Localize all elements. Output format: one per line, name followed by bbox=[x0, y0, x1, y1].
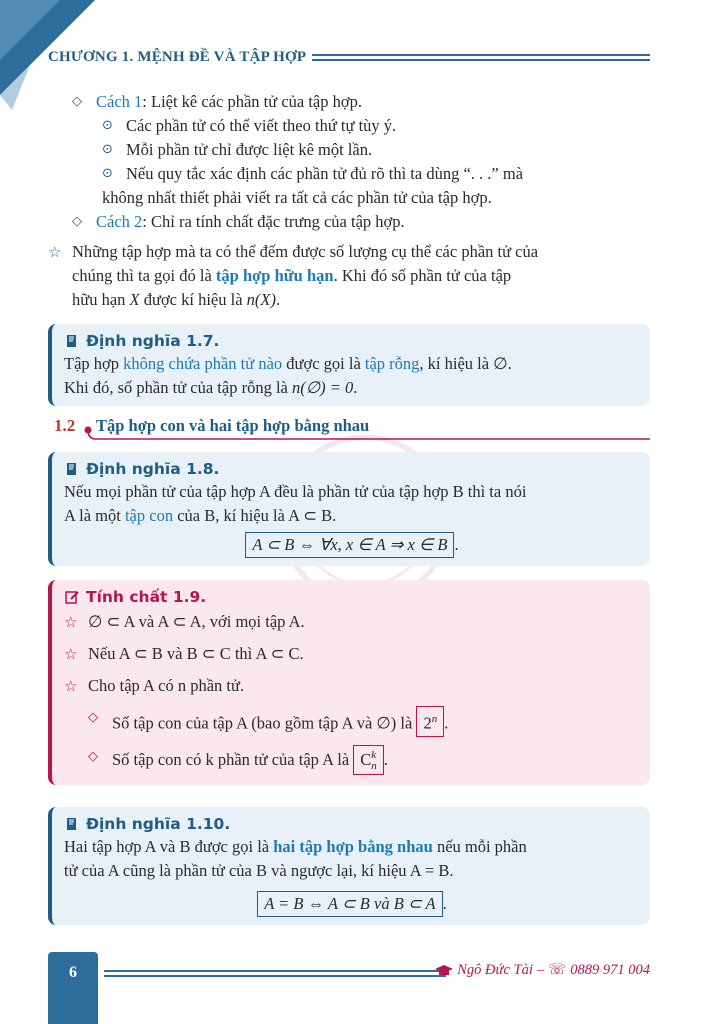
combination-value: C k n bbox=[353, 745, 384, 775]
header-rule bbox=[312, 54, 650, 61]
empty-set-phrase: không chứa phần tử nào bbox=[123, 354, 283, 373]
circle-dot-bullet-icon: ⊙ bbox=[102, 118, 113, 133]
pencil-note-icon bbox=[64, 589, 80, 605]
circle-dot-bullet-icon: ⊙ bbox=[102, 166, 113, 181]
definition-title: Định nghĩa 1.8. bbox=[64, 458, 640, 480]
method-2-label: Cách 2 bbox=[96, 212, 143, 231]
star-bullet-icon: ☆ bbox=[64, 677, 78, 695]
property-item-2: ☆ Nếu A ⊂ B và B ⊂ C thì A ⊂ C. bbox=[64, 642, 640, 666]
footer-rule bbox=[104, 970, 446, 977]
diamond-bullet-icon: ◇ bbox=[88, 748, 98, 764]
property-sub-2: ◇ Số tập con có k phần tử của tập A là C k n . bbox=[88, 745, 640, 775]
property-item-1: ☆ ∅ ⊂ A và A ⊂ A, với mọi tập A. bbox=[64, 610, 640, 634]
graduation-cap-icon bbox=[435, 964, 453, 978]
finite-set-term: tập hợp hữu hạn bbox=[215, 266, 334, 285]
diamond-bullet-icon: ◇ bbox=[72, 214, 82, 229]
page-number: 6 bbox=[69, 964, 77, 981]
method-1-label: Cách 1 bbox=[96, 92, 143, 111]
property-item-3: ☆ Cho tập A có n phần tử. bbox=[64, 674, 640, 698]
subset-formula: A ⊂ B ⇔ ∀x, x ∈ A ⇒ x ∈ B bbox=[245, 532, 454, 558]
subset-count-value: 2$^n$ bbox=[416, 706, 444, 737]
page-content bbox=[48, 90, 650, 925]
chapter-title: CHƯƠNG 1. MỆNH ĐỀ VÀ TẬP HỢP bbox=[48, 48, 307, 65]
definition-title: Định nghĩa 1.7. bbox=[64, 330, 640, 352]
section-number: 1.2 bbox=[54, 416, 76, 435]
footer-author: Ngô Đức Tài – ☏ 0889 971 004 bbox=[435, 962, 650, 979]
definition-title: Định nghĩa 1.10. bbox=[64, 813, 640, 835]
property-title: Tính chất 1.9. bbox=[64, 586, 640, 608]
finite-set-paragraph: ☆ Những tập hợp mà ta có thể đếm được số lượng cụ thể các phần tử của chúng thì ta gọi đó là tập hợp hữu hạn. Khi đó số phần tử của tập hữu hạn X được kí hiệu là n(X). bbox=[48, 242, 539, 309]
circle-dot-bullet-icon: ⊙ bbox=[102, 142, 113, 157]
section-heading bbox=[48, 414, 650, 444]
phone-icon: ☏ bbox=[548, 962, 567, 978]
method-1-sub-3: ⊙ Nếu quy tắc xác định các phần tử đủ rõ thì ta dùng “. . .” mà không nhất thiết phải viết ra tất cả các phần tử của tập hợp. bbox=[102, 164, 524, 207]
definition-1-7-box: Định nghĩa 1.7. Tập hợp không chứa phần tử nào được gọi là tập rỗng, kí hiệu là ∅. Khi đó, số phần tử của tập rỗng là n(∅) = 0. bbox=[48, 324, 650, 406]
definition-1-8-box: Định nghĩa 1.8. Nếu mọi phần tử của tập hợp A đều là phần tử của tập hợp B thì ta nói A là một tập con của B, kí hiệu là A ⊂ B. A ⊂ B ⇔ ∀x, x ∈ A ⇒ x ∈ B . bbox=[48, 452, 650, 566]
diamond-bullet-icon: ◇ bbox=[72, 94, 82, 109]
property-1-9-box bbox=[48, 580, 650, 785]
equal-sets-formula: A = B ⇔ A ⊂ B và B ⊂ A bbox=[257, 891, 442, 917]
subset-term: tập con bbox=[124, 506, 174, 525]
diamond-bullet-icon: ◇ bbox=[88, 710, 98, 725]
star-bullet-icon: ☆ bbox=[48, 243, 62, 261]
method-1-sub-1: ⊙ Các phần tử có thể viết theo thứ tự tùy ý. bbox=[102, 114, 650, 138]
definition-1-10-box: Định nghĩa 1.10. Hai tập hợp A và B được gọi là hai tập hợp bằng nhau nếu mỗi phần tử của A cũng là phần tử của B và ngược lại, kí hiệu A = B. A = B ⇔ A ⊂ B và B ⊂ A . bbox=[48, 807, 650, 925]
page-header bbox=[48, 45, 650, 69]
book-icon bbox=[64, 333, 80, 349]
method-1: ◇ Cách 1: Liệt kê các phần tử của tập hợp. bbox=[72, 90, 650, 114]
star-bullet-icon: ☆ bbox=[64, 645, 78, 663]
section-title: Tập hợp con và hai tập hợp bằng nhau bbox=[96, 416, 370, 435]
property-sub-1: ◇ Số tập con của tập A (bao gồm tập A và ∅) là 2$^n$ . bbox=[88, 706, 640, 737]
book-icon bbox=[64, 816, 80, 832]
equal-sets-term: hai tập hợp bằng nhau bbox=[273, 836, 433, 856]
method-2: ◇ Cách 2: Chỉ ra tính chất đặc trưng của tập hợp. bbox=[72, 210, 650, 234]
empty-set-term: tập rỗng bbox=[364, 354, 420, 373]
star-bullet-icon: ☆ bbox=[64, 613, 78, 631]
page-footer bbox=[48, 952, 650, 1024]
page-number-tab bbox=[48, 952, 98, 1024]
method-1-sub-2: ⊙ Mỗi phần tử chỉ được liệt kê một lần. bbox=[102, 138, 650, 162]
book-icon bbox=[64, 461, 80, 477]
